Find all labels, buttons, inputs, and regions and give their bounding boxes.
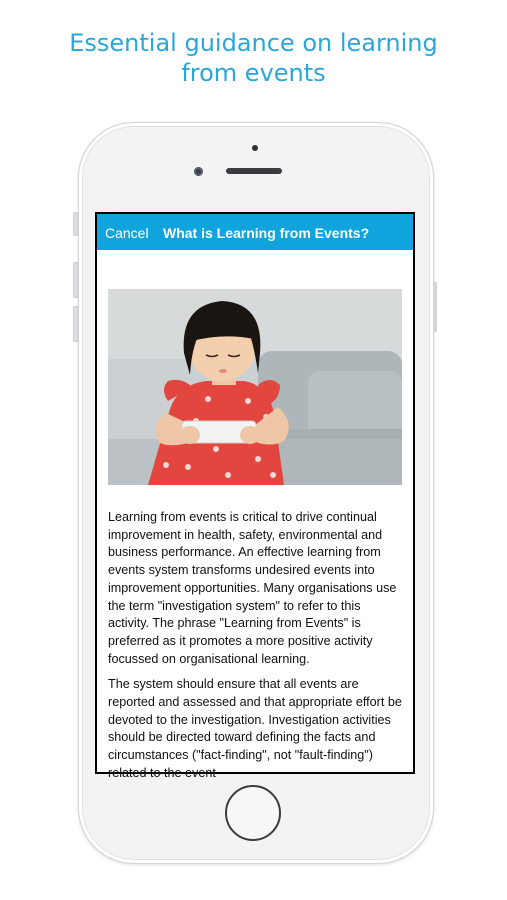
cancel-button[interactable]: Cancel — [105, 225, 149, 241]
app-view — [97, 214, 413, 780]
promo-headline-line-2: from events — [181, 59, 326, 87]
front-camera-icon — [194, 167, 203, 176]
article-paragraph-1: Learning from events is critical to drive continual improvement in health, safety, environmental and business performance. An effective learning from events system transforms undesired events into improvement opportunities. Many organisations use the term "investigation system" to refer to this activity. The phrase "Learning from Events" is preferred as it promotes a more positive activity focussed on organisational learning. — [108, 510, 397, 666]
home-button[interactable] — [225, 785, 281, 841]
phone-screen — [95, 212, 415, 780]
earpiece-speaker — [226, 168, 282, 174]
child-with-smartphone-photo — [108, 289, 402, 485]
article-body — [108, 509, 404, 791]
page-title: What is Learning from Events? — [163, 225, 370, 241]
proximity-sensor — [252, 145, 258, 151]
navigation-bar — [97, 214, 413, 250]
promo-headline-line-1: Essential guidance on learning — [69, 29, 438, 57]
article-paragraph-2: The system should ensure that all events are reported and assessed and that appropriate effort be devoted to the investigation. Investigation activities should be directed toward defining the facts and circumstances ("fact-finding", not "fault-finding") related to the event — [108, 677, 402, 780]
promo-headline — [0, 28, 507, 88]
photo-illustration — [108, 289, 402, 485]
